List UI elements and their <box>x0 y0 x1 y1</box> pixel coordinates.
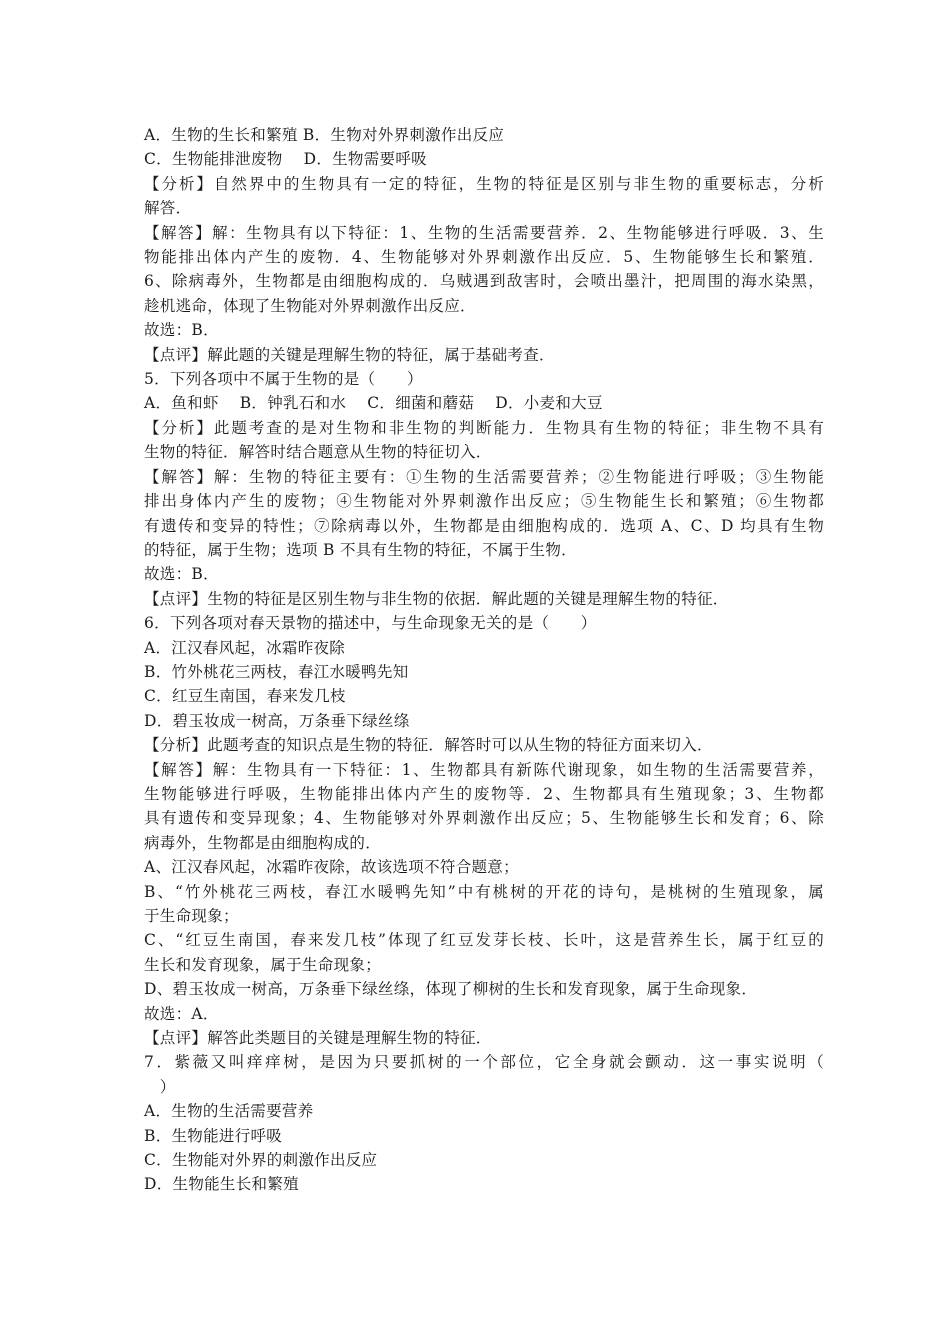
text-line: 趁机逃命，体现了生物能对外界刺激作出反应． <box>144 296 476 315</box>
text-line: C、“红豆生南国，春来发几枝”体现了红豆发芽长枝、长叶，这是营养生长，属于红豆的 <box>144 931 824 950</box>
text-line: A、江汉春风起，冰霜昨夜除，故该选项不符合题意； <box>144 858 519 877</box>
text-line: C．生物能对外界的刺激作出反应 <box>144 1151 378 1170</box>
text-line: 故选：B． <box>144 321 219 340</box>
text-line: C．红豆生南国，春来发几枝 <box>144 687 346 706</box>
text-line: D、碧玉妆成一树高，万条垂下绿丝绦，体现了柳树的生长和发育现象，属于生命现象． <box>144 980 758 999</box>
text-line: 具有遗传和变异现象；4、生物能够对外界刺激作出反应；5、生物能够生长和发育；6、除 <box>144 809 824 828</box>
text-line: 【解答】解：生物具有一下特征：1、生物都具有新陈代谢现象，如生物的生活需要营养， <box>144 760 824 779</box>
text-line: 生物能够进行呼吸，生物能排出体内产生的废物等．2、生物都具有生殖现象；3、生物都 <box>144 784 824 803</box>
text-line: 生长和发育现象，属于生命现象； <box>144 955 382 974</box>
text-line: B．竹外桃花三两枝，春江水暖鸭先知 <box>144 662 409 681</box>
text-line: 故选：B． <box>144 565 219 584</box>
text-line: 有遗传和变异的特性；⑦除病毒以外，生物都是由细胞构成的．选项 A、C、D 均具有生物 <box>144 516 824 535</box>
text-line: 【分析】此题考查的知识点是生物的特征．解答时可以从生物的特征方面来切入． <box>144 736 713 755</box>
text-line: B．生物能进行呼吸 <box>144 1126 283 1145</box>
text-line: B、“竹外桃花三两枝，春江水暖鸭先知”中有桃树的开花的诗句，是桃树的生殖现象，属 <box>144 882 824 901</box>
text-line: 【解答】解：生物具有以下特征：1、生物的生活需要营养．2、生物能够进行呼吸．3、生 <box>144 223 824 242</box>
document-page <box>144 123 824 1197</box>
text-line: 【分析】自然界中的生物具有一定的特征，生物的特征是区别与非生物的重要标志，分析 <box>144 174 824 193</box>
text-line: A．鱼和虾 B．钟乳石和水 C．细菌和蘑菇 D．小麦和大豆 <box>144 394 603 413</box>
text-line: C．生物能排泄废物 D．生物需要呼吸 <box>144 150 427 169</box>
text-line: 故选：A． <box>144 1004 219 1023</box>
text-line: 于生命现象； <box>144 907 239 925</box>
text-line: 6．下列各项对春天景物的描述中，与生命现象无关的是（ ） <box>144 614 597 633</box>
text-line: 【分析】此题考查的是对生物和非生物的判断能力．生物具有生物的特征；非生物不具有 <box>144 418 824 437</box>
text-line: 【点评】解此题的关键是理解生物的特征，属于基础考查． <box>144 345 555 364</box>
text-line: 6、除病毒外，生物都是由细胞构成的．乌贼遇到敌害时，会喷出墨汁，把周围的海水染黑， <box>144 272 824 291</box>
text-line: 5．下列各项中不属于生物的是（ ） <box>144 370 423 389</box>
text-line: A．江汉春风起，冰霜昨夜除 <box>144 638 346 657</box>
text-line: D．生物能生长和繁殖 <box>144 1175 299 1194</box>
text-line: 生物的特征．解答时结合题意从生物的特征切入． <box>144 443 492 462</box>
text-line: A．生物的生长和繁殖 B．生物对外界刺激作出反应 <box>144 126 505 144</box>
text-line: 【解答】解：生物的特征主要有：①生物的生活需要营养；②生物能进行呼吸；③生物能 <box>144 467 824 486</box>
text-line: 病毒外，生物都是由细胞构成的． <box>144 833 382 852</box>
text-line: 解答． <box>144 199 192 218</box>
text-line: A．生物的生活需要营养 <box>144 1102 314 1121</box>
text-line: 7．紫薇又叫痒痒树，是因为只要抓树的一个部位，它全身就会颤动．这一事实说明（ <box>144 1053 824 1072</box>
text-line: 【点评】解答此类题目的关键是理解生物的特征． <box>144 1029 492 1048</box>
text-line: 物能排出体内产生的废物．4、生物能够对外界刺激作出反应．5、生物能够生长和繁殖． <box>144 248 824 267</box>
text-line: 排出身体内产生的废物；④生物能对外界刺激作出反应；⑤生物能生长和繁殖；⑥生物都 <box>144 492 824 511</box>
text-line: 的特征，属于生物；选项 B 不具有生物的特征，不属于生物． <box>144 540 577 559</box>
text-line: 【点评】生物的特征是区别生物与非生物的依据．解此题的关键是理解生物的特征． <box>144 589 729 608</box>
text-line: ） <box>144 1077 176 1096</box>
text-line: D．碧玉妆成一树高，万条垂下绿丝绦 <box>144 711 410 730</box>
